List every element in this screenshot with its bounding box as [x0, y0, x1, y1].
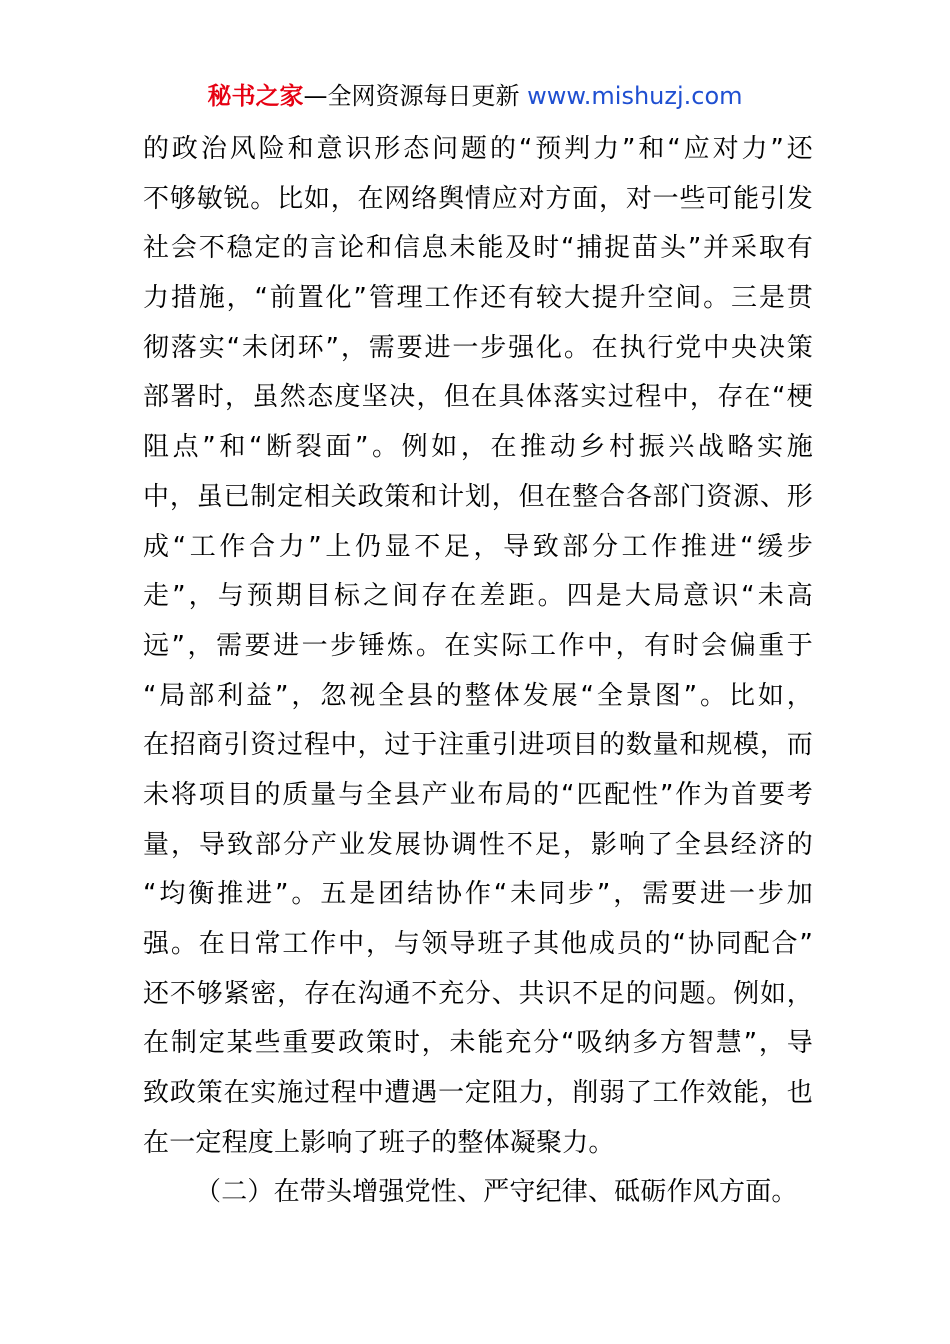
- paragraph-line: 中，虽已制定相关政策和计划，但在整合各部门资源、形: [143, 481, 813, 512]
- site-brand: 秘书之家: [207, 82, 304, 110]
- site-header: [0, 80, 950, 112]
- document-body: [143, 125, 813, 1218]
- paragraph-line: “局部利益”，忽视全县的整体发展“全景图”。比如，: [143, 680, 813, 711]
- paragraph-line: “均衡推进”。五是团结协作“未同步”，需要进一步加: [143, 879, 813, 910]
- paragraph-line: 的政治风险和意识形态问题的“预判力”和“应对力”还: [143, 134, 813, 164]
- paragraph-line: 社会不稳定的言论和信息未能及时“捕捉苗头”并采取有: [143, 233, 813, 264]
- section-heading: （二）在带头增强党性、严守纪律、砥砺作风方面。: [195, 1177, 798, 1208]
- site-url[interactable]: www.mishuzj.com: [527, 82, 743, 110]
- paragraph-line: 强。在日常工作中，与领导班子其他成员的“协同配合”: [143, 929, 813, 959]
- paragraph-line: 不够敏锐。比如，在网络舆情应对方面，对一些可能引发: [143, 183, 813, 214]
- paragraph-line: 未将项目的质量与全县产业布局的“匹配性”作为首要考: [143, 779, 813, 810]
- paragraph-line: 量，导致部分产业发展协调性不足，影响了全县经济的: [143, 829, 813, 860]
- paragraph-line: 成“工作合力”上仍显不足，导致部分工作推进“缓步: [143, 531, 813, 562]
- paragraph-line: 彻落实“未闭环”，需要进一步强化。在执行党中央决策: [143, 332, 813, 363]
- paragraph-line: 部署时，虽然态度坚决，但在具体落实过程中，存在“梗: [143, 382, 813, 413]
- paragraph-line: 远”，需要进一步锤炼。在实际工作中，有时会偏重于: [143, 630, 813, 661]
- paragraph-line: 还不够紧密，存在沟通不充分、共识不足的问题。例如，: [143, 978, 813, 1009]
- paragraph-line: 阻点”和“断裂面”。例如，在推动乡村振兴战略实施: [143, 432, 813, 463]
- paragraph-line-last: 在一定程度上影响了班子的整体凝聚力。: [143, 1127, 615, 1158]
- paragraph-line: 在制定某些重要政策时，未能充分“吸纳多方智慧”，导: [143, 1028, 813, 1059]
- paragraph-line: 力措施，“前置化”管理工作还有较大提升空间。三是贯: [143, 283, 813, 314]
- paragraph-line: 走”，与预期目标之间存在差距。四是大局意识“未高: [143, 581, 813, 612]
- site-tagline: —全网资源每日更新: [303, 82, 528, 110]
- paragraph-line: 致政策在实施过程中遭遇一定阻力，削弱了工作效能，也: [143, 1078, 813, 1109]
- paragraph-line: 在招商引资过程中，过于注重引进项目的数量和规模，而: [143, 730, 813, 761]
